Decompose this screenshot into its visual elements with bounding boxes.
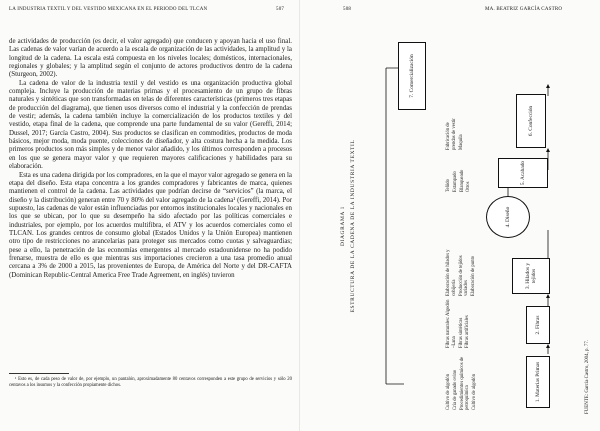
page-number-right: 508 bbox=[343, 7, 352, 12]
running-header-author: MA. BEATRIZ GARCÍA CASTRO bbox=[485, 7, 563, 12]
detail-item: Blanqueado bbox=[459, 169, 465, 192]
detail-item: Elaboración de punto bbox=[471, 255, 477, 296]
stage-materias-primas: 1. Materias Primas bbox=[526, 356, 550, 408]
detail-item: Fabricación de prendas de vestir bbox=[446, 118, 457, 150]
paragraph-2: La cadena de valor de la industria textil y del vestido es una organización productiva global compleja. Incluye la producción de materias primas y el procesamiento de un grupo de fibras naturales y sintéticas que son transformadas en telas de diferentes características (primeros tres etapas de producción del diagrama), que tienen usos diversos como el industrial y la confección de prendas de vestir; además, la cadena también incluye la comercialización de los productos textiles y del vestido, etapa final de la cadena, que comprende una parte fundamental de su valor (Gereffi, 2014; Dussel, 2017; García Castro, 2004). Sus productos se clasifican en commodities, productos de moda básicos, mejor moda, moda puente, colecciones de diseñador, y alta costura hecha a la medida. Los primeros productos son más simples y de menor valor añadido, y los últimos corresponden a procesos en los que se genera mayor valor y que requieren mayores calificaciones y habilidades para su elaboración. bbox=[9, 79, 292, 171]
diagram-title: ESTRUCTURA DE LA CADENA DE LA INDUSTRIA TEXTIL bbox=[350, 139, 356, 313]
details-hilados bbox=[446, 240, 478, 296]
detail-item: Maquila bbox=[458, 134, 464, 150]
details-confeccion bbox=[446, 110, 465, 150]
running-header-title: LA INDUSTRIA TEXTIL Y DEL VESTIDO MEXICANA EN EL PERIODO DEL TLCAN bbox=[9, 7, 208, 12]
detail-item: Cría de ganado ovino bbox=[452, 369, 458, 410]
detail-item: Procedimientos químicos de petroquímica bbox=[459, 356, 471, 410]
paragraph-3: Esta es una cadena dirigida por los compradores, en la que el mayor valor agregado se genera en la etapa del diseño. Esta etapa concentra a los grandes compradores y fabricantes de marca, quienes mantienen el control de la cadena. Las actividades que podrían decirse de “servicios” (la marca, el diseño y la distribución) generan entre 70 y 80% del valor agregado de la cadena¹ (Gereffi, 2014). Por supuesto, las cadenas de valor están influenciadas por entornos institucionales locales y nacionales en los que se ubican, por lo que su desempeño ha sido afectado por las políticas comerciales e industriales, por ejemplo, por los acuerdos multifibra, el ATV y los acuerdos comerciales como el TLCAN. Los grandes centros de consumo global (Estados Unidos y la Unión Europea) mantienen otro tipo de restricciones no arancelarias para proteger sus mercados como cuotas y salvaguardias; pese a ello, la penetración de las economías emergentes al mercado estadounidense no ha podido frenarse, muestra de ello es que mientras sus importaciones crecieron a una tasa promedio anual cercana a 3% de 2000 a 2015, las provenientes de Europa, de América del Norte y del DR-CAFTA (Dominican Republic-Central America Free Trade Agreement, en inglés) tuvieron bbox=[9, 171, 292, 279]
body-text bbox=[9, 38, 292, 280]
detail-item: Fibras naturales: Algodón –Lana bbox=[446, 299, 457, 348]
stage-acabado: 5. Acabado bbox=[498, 158, 548, 188]
paragraph-1: de actividades de producción (es decir, el valor agregado) que conducen y apoyan hacia el uso final. Las cadenas de valor varían de acuerdo a la escala de organización de las actividades, la amplitud y la longitud de la cadena. La escala está compuesta en los niveles locales; domésticos, internacionales, regionales y globales; y la amplitud según el conjunto de actores productivos dentro de la cadena (Sturgeon, 2002). bbox=[9, 38, 292, 79]
page-number-left: 507 bbox=[276, 7, 285, 12]
stage-confeccion: 6. Confección bbox=[516, 94, 546, 148]
diagram-label: DIAGRAMA 1 bbox=[340, 205, 346, 247]
detail-item: Otros bbox=[466, 181, 472, 192]
footnote: ¹ Esto es, de cada peso de valor de, por ejemplo, un pantalón, aproximadamente 80 centavos corresponden a este grupo de servicios y sólo 20 centavos a los insumos y la confección propiamente dichos. bbox=[9, 377, 292, 388]
detail-item: Cultivo de algodón bbox=[446, 374, 451, 410]
detail-item: Producción de tejidos variados bbox=[458, 255, 470, 296]
detail-item: Fibras sintéticas bbox=[458, 317, 464, 348]
details-fibras bbox=[446, 298, 472, 348]
footnote-rule bbox=[9, 373, 69, 374]
stage-comercializacion: 7. Comercialización bbox=[398, 42, 426, 110]
detail-item: Estampado bbox=[452, 171, 458, 192]
details-acabado bbox=[446, 152, 473, 192]
diagram-source: FUENTE: García Castro, 2004, p. 77. bbox=[585, 339, 590, 414]
stage-hilados-tejidos: 3. Hilados y tejidos bbox=[512, 258, 550, 294]
stage-fibras: 2. Fibras bbox=[526, 306, 550, 344]
detail-item: Cultivo de algodón bbox=[472, 374, 478, 410]
stage-diseno: 4. Diseño bbox=[486, 196, 530, 238]
detail-item: Teñido bbox=[446, 179, 451, 192]
detail-item: Elaboración de hilados y cobijería bbox=[446, 249, 457, 296]
diagram-figure bbox=[338, 38, 592, 414]
details-materias-primas bbox=[446, 354, 479, 410]
detail-item: Fibras artificiales bbox=[465, 315, 471, 348]
